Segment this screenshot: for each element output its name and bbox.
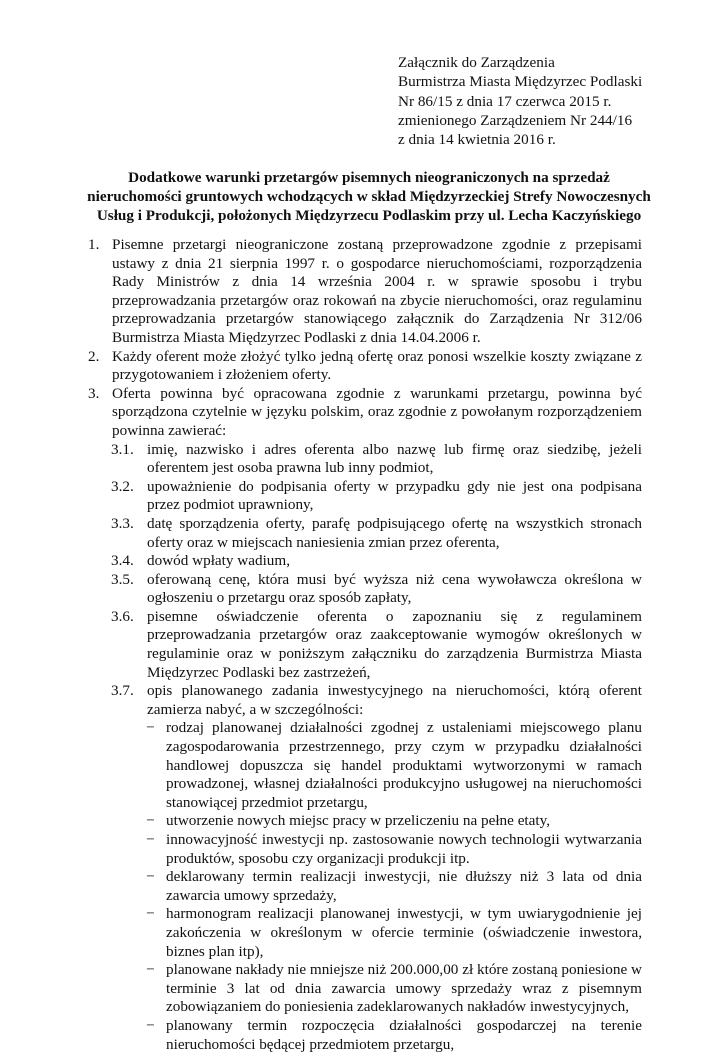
annex-line: Nr 86/15 z dnia 17 czerwca 2015 r. [398,92,612,110]
bullet-text: utworzenie nowych miejsc pracy w przeliczeniu na pełne etaty, [166,812,551,830]
annex-line: z dnia 14 kwietnia 2016 r. [398,131,556,149]
subitem-text: dowód wpłaty wadium, [147,552,290,570]
subitem-text: oferowaną cenę, która musi być wyższa niż cena wywoławcza określona w ogłoszeniu o przetargu oraz sposób zapłaty, [147,570,642,607]
document-title [80,168,658,226]
bullet-text: rodzaj planowanej działalności zgodnej z ustaleniami miejscowego planu zagospodarowania przestrzennego, przy czym w przypadku działalności handlowej dopuszcza się handel produktami wytworzonymi w ramach prowadzonej, własnej działalności produkcyjno usługowej na nieruchomości stanowiącej przedmiot przetargu, [166,719,642,811]
subitem-number: 3.6. [111,607,134,625]
annex-line: Załącznik do Zarządzenia [398,54,555,71]
subitem-number: 3.3. [111,514,134,532]
sub-list-item [111,440,642,478]
title-line: nieruchomości gruntowych wchodzących w skład Międzyrzeckiej Strefy Nowoczesnych [87,188,651,206]
dash-bullet-icon: − [146,905,155,923]
annex-line: zmienionego Zarządzeniem Nr 244/16 [398,111,633,129]
list-item [88,236,642,348]
subitem-number: 3.1. [111,440,134,458]
sub-list-item [111,682,642,719]
dash-bullet-icon: − [146,961,155,979]
subitem-number: 3.4. [111,552,134,570]
subitem-text: imię, nazwisko i adres oferenta albo nazwę lub firmę oraz siedzibę, jeżeli oferentem jest osoba prawna lub inny podmiot, [147,440,642,477]
sub-list-item [111,570,642,608]
bullet-text: planowane nakłady nie mniejsze niż 200.000,00 zł które zostaną poniesione w terminie 3 lat od dnia zawarcia umowy sprzedaży wraz z pisemnym zobowiązaniem do poniesienia zadeklarowanych nakładów inwestycyjnych, [166,961,642,1016]
sub-list-item [111,552,642,571]
bullet-text: innowacyjność inwestycji np. zastosowanie nowych technologii wytwarzania produktów, sposobu czy organizacji produkcji itp. [166,831,642,867]
subitem-number: 3.7. [111,682,134,700]
item-text: Każdy oferent może złożyć tylko jedną ofertę oraz ponosi wszelkie koszty związane z przygotowaniem i złożeniem oferty. [112,347,642,384]
item-number: 3. [88,384,100,402]
sub-list-item [111,477,642,515]
dash-bullet-icon: − [146,1016,155,1034]
subitem-number: 3.2. [111,477,134,495]
annex-line: Burmistrza Miasta Międzyrzec Podlaski [398,73,643,91]
item-text: Pisemne przetargi nieograniczone zostaną przeprowadzone zgodnie z przepisami ustawy z dnia 21 sierpnia 1997 r. o gospodarce nieruchomościami, rozporządzenia Rady Ministrów z dnia 14 września 2004 r. w sprawie sposobu i trybu przeprowadzania przetargów oraz rokowań na zbycie nieruchomości, oraz regulaminu przeprowadzania przetargów stanowiącego załącznik do Zarządzenia Nr 312/06 Burmistrza Miasta Międzyrzec Podlaski z dnia 14.04.2006 r. [112,236,642,346]
bullet-item [146,905,642,961]
subitem-text: pisemne oświadczenie oferenta o zapoznaniu się z regulaminem przeprowadzania przetargów oraz zaakceptowanie wymogów określonych w regulaminie oraz w poniższym załączniku do zarządzenia Burmistrza Miasta Międzyrzec Podlaski bez zastrzeżeń, [147,607,642,681]
bullet-item [146,719,642,812]
dash-bullet-icon: − [146,831,155,848]
item-number: 1. [88,236,100,253]
bullet-item [146,1016,642,1054]
title-line: Usług i Produkcji, położonych Międzyrzecu Podlaskim przy ul. Lecha Kaczyńskiego [96,207,642,225]
dash-bullet-icon: − [146,719,155,737]
bullet-text: harmonogram realizacji planowanej inwestycji, w tym uwiarygodnienie jej zakończenia w określonym w ofercie terminie (oświadczenie inwestora, biznes plan itp), [166,905,642,960]
item-text: Oferta powinna być opracowana zgodnie z warunkami przetargu, powinna być sporządzona czytelnie w języku polskim, oraz zgodnie z powołanym rozporządzeniem powinna zawierać: [112,384,642,439]
subitem-text: upoważnienie do podpisania oferty w przypadku gdy nie jest ona podpisana przez podmiot uprawniony, [147,477,642,514]
annex-header [398,53,698,149]
title-line: Dodatkowe warunki przetargów pisemnych nieograniczonych na sprzedaż [128,169,610,186]
bullet-item [146,831,642,868]
document-body [0,236,725,1054]
bullet-text: deklarowany termin realizacji inwestycji, nie dłuższy niż 3 lata od dnia zawarcia umowy sprzedaży, [166,868,642,904]
item-number: 2. [88,347,100,365]
bullet-item [146,812,642,831]
sub-list-item [111,514,642,552]
subitem-text: opis planowanego zadania inwestycyjnego na nieruchomości, którą oferent zamierza nabyć, a w szczególności: [147,682,642,718]
dash-bullet-icon: − [146,812,155,830]
bullet-item [146,868,642,905]
subitem-text: datę sporządzenia oferty, parafę podpisującego ofertę na wszystkich stronach oferty oraz w miejscach naniesienia zmian przez oferenta, [147,514,642,551]
list-item [88,347,642,385]
dash-bullet-icon: − [146,868,155,886]
bullet-item [146,961,642,1017]
subitem-number: 3.5. [111,570,134,588]
bullet-text: planowany termin rozpoczęcia działalności gospodarczej na terenie nieruchomości będącej przedmiotem przetargu, [166,1016,642,1053]
sub-list-item [111,607,642,682]
list-item [88,384,642,441]
